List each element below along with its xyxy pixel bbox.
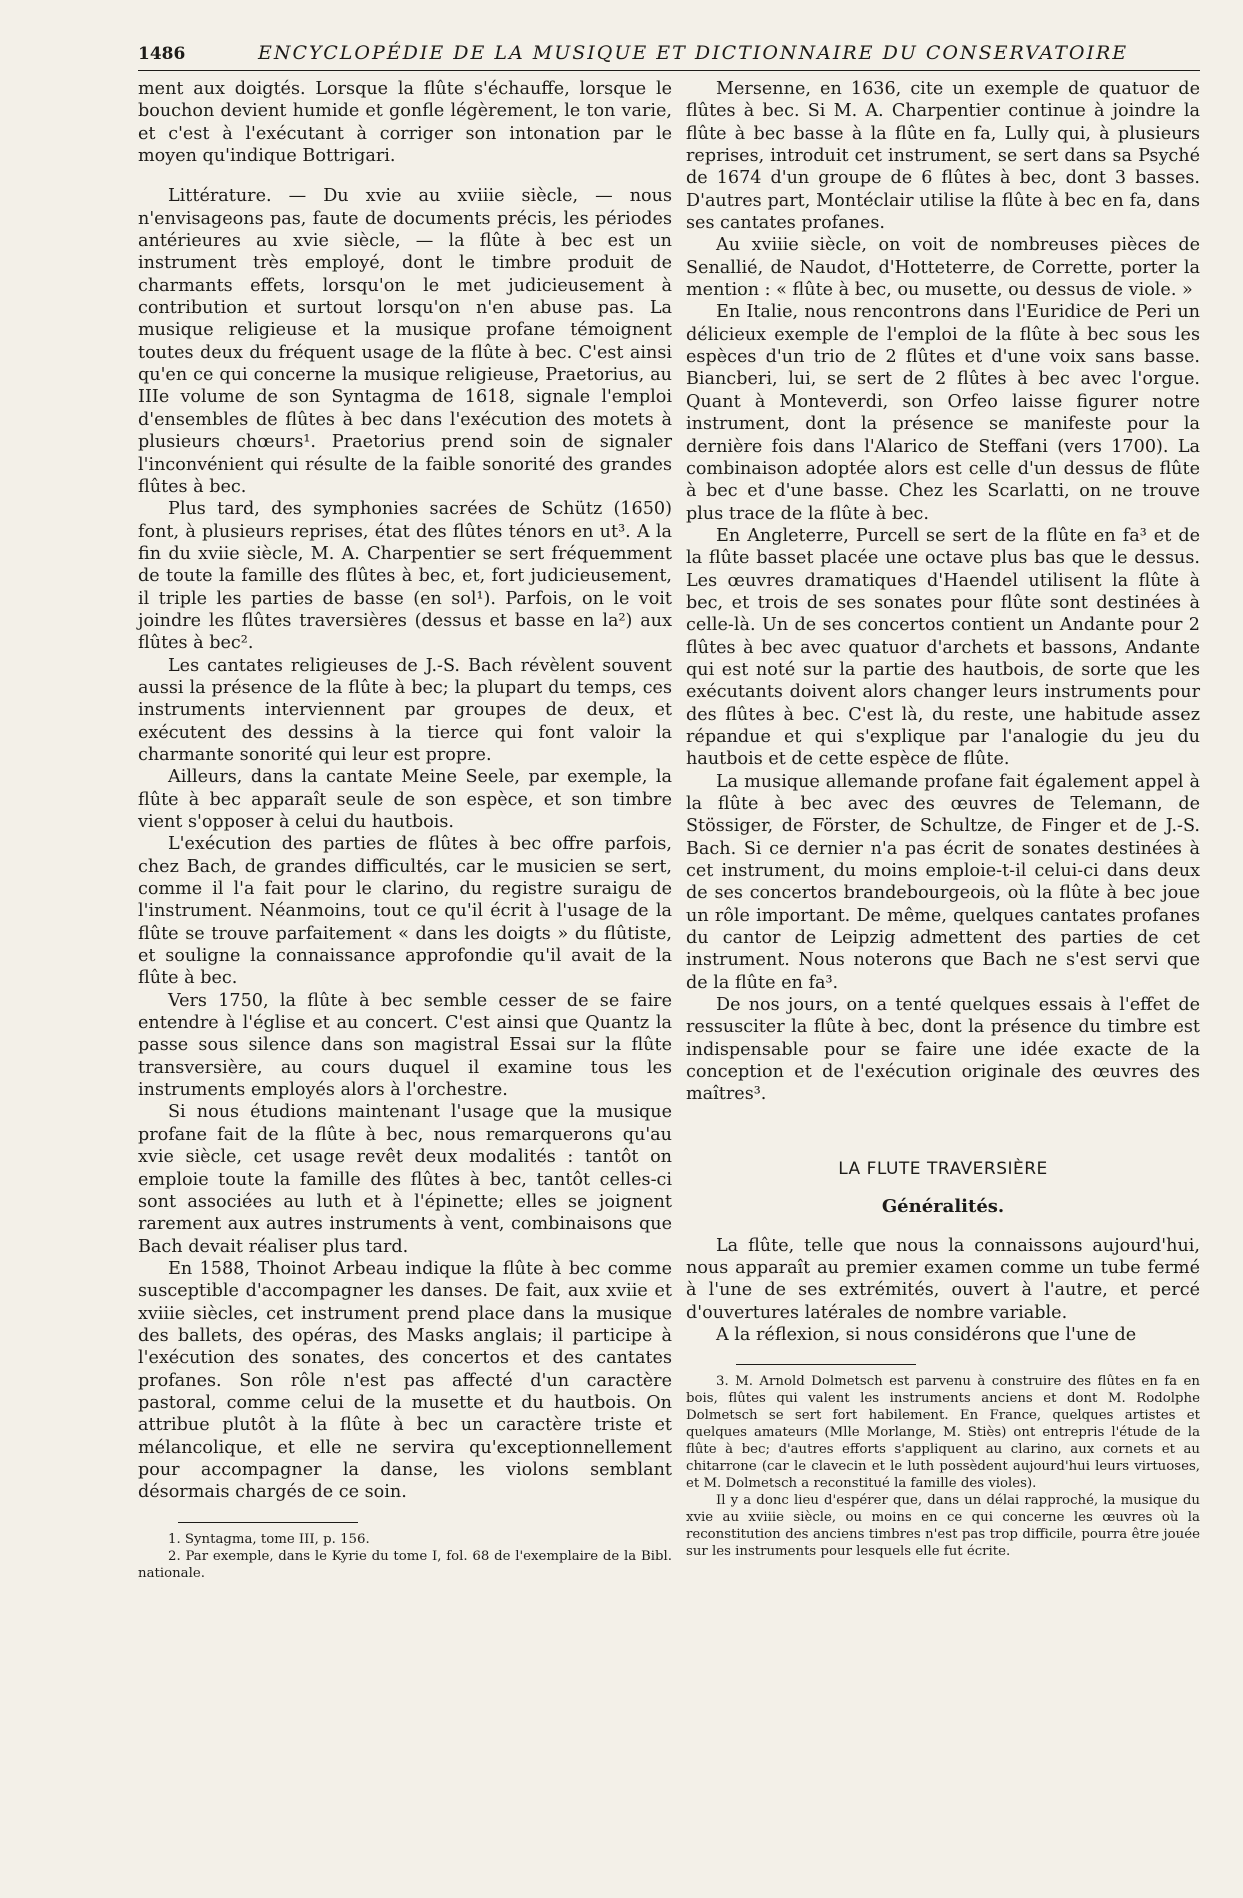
paragraph: Mersenne, en 1636, cite un exemple de quatuor de flûtes à bec. Si M. A. Charpentier continue à joindre la flûte à bec basse à la flûte en fa, Lully qui, à plusieurs reprises, introduit cet instrument, se sert dans sa Psyché de 1674 d'un groupe de 6 flûtes à bec, dont 3 basses. D'autres part, Montéclair utilise la flûte à bec en fa, dans ses cantates profanes. — [686, 79, 1200, 234]
paragraph: Au xviiie siècle, on voit de nombreuses pièces de Senallié, de Naudot, d'Hotteterre, de Corrette, porter la mention : « flûte à bec, ou musette, ou dessus de viole. » — [686, 235, 1200, 301]
paragraph: Les cantates religieuses de J.-S. Bach révèlent souvent aussi la présence de la flûte à bec; la plupart du temps, ces instruments interviennent par groupes de deux, et exécutent des dessins à la tierce qui font valoir la charmante sonorité qui leur est propre. — [138, 655, 672, 765]
page-header — [138, 40, 1200, 70]
paragraph: La flûte, telle que nous la connaissons aujourd'hui, nous apparaît au premier examen comme un tube fermé à l'une de ses extrémités, ouvert à l'autre, et percé d'ouvertures latérales de nombre variable. — [686, 1235, 1200, 1323]
footnote-rule — [178, 1522, 358, 1523]
paragraph: La musique allemande profane fait également appel à la flûte à bec avec des œuvres de Telemann, de Stössiger, de Förster, de Schultze, de Finger et de J.-S. Bach. Si ce dernier n'a pas écrit de sonates destinées à cet instrument, du moins emploie-t-il celui-ci dans deux de ses concertos brandebourgeois, où la flûte à bec joue un rôle important. De même, quelques cantates profanes du cantor de Leipzig admettent des parties de cet instrument. Nous noterons que Bach ne s'est servi que de la flûte en fa³. — [686, 771, 1200, 993]
paragraph: Ailleurs, dans la cantate Meine Seele, par exemple, la flûte à bec apparaît seule de son espèce, et son timbre vient s'opposer à celui du hautbois. — [138, 767, 672, 832]
running-title: ENCYCLOPÉDIE DE LA MUSIQUE ET DICTIONNAIRE DU CONSERVATOIRE — [258, 42, 1129, 64]
paragraph: En 1588, Thoinot Arbeau indique la flûte à bec comme susceptible d'accompagner les danses. De fait, aux xviie et xviiie siècles, cet instrument prend place dans la musique des ballets, des opéras, des Masks anglais; il participe à l'exécution des sonates, des concertos et des cantates profanes. Son rôle n'est pas affecté d'un caractère pastoral, comme celui de la musette et du hautbois. On attribue plutôt à la flûte à bec un caractère triste et mélancolique, et elle ne servira qu'exceptionnellement pour accompagner la danse, les violons semblant désormais chargés de ce soin. — [138, 1258, 672, 1503]
footnote: Il y a donc lieu d'espérer que, dans un délai rapproché, la musique du xvie au xviiie siècle, ou moins en ce qui concerne les œuvres où la reconstitution des anciens timbres n'est pas trop difficile, pourra être jouée sur les instruments pour lesquels elle fut écrite. — [686, 1493, 1200, 1560]
footnote: 3. M. Arnold Dolmetsch est parvenu à construire des flûtes en fa en bois, flûtes qui valent les instruments anciens et dont M. Rodolphe Dolmetsch se sert fort habilement. En France, quelques artistes et quelques amateurs (Mlle Morlange, M. Stiès) ont entrepris l'étude de la flûte à bec; d'autres efforts s'appliquent au clarino, aux cornets et au chitarrone (car le clavecin et le luth possèdent aujourd'hui leurs virtuoses, et M. Dolmetsch a reconstitué la famille des violes). — [686, 1374, 1200, 1492]
paragraph: En Italie, nous rencontrons dans l'Euridice de Peri un délicieux exemple de l'emploi de la flûte à bec sous les espèces d'un trio de 2 flûtes et d'une voix sans basse. Biancberi, lui, se sert de 2 flûtes à bec avec l'orgue. Quant à Monteverdi, son Orfeo laisse figurer notre instrument, dont la présence se manifeste pour la dernière fois dans l'Alarico de Steffani (vers 1700). La combinaison adoptée alors est celle d'un dessus de flûte à bec et d'une basse. Chez les Scarlatti, on ne trouve plus trace de la flûte à bec. — [686, 302, 1200, 524]
paragraph: L'exécution des parties de flûtes à bec offre parfois, chez Bach, de grandes difficultés, car le musicien se sert, comme il l'a fait pour le clarino, du registre suraigu de l'instrument. Néanmoins, tout ce qu'il écrit à l'usage de la flûte se trouve parfaitement « dans les doigts » du flûtiste, et souligne la connaissance approfondie qu'il avait de la flûte à bec. — [138, 834, 672, 989]
subsection-title: Généralités. — [881, 1196, 1005, 1218]
paragraph: En Angleterre, Purcell se sert de la flûte en fa³ et de la flûte basset placée une octave plus bas que le dessus. Les œuvres dramatiques d'Haendel utilisent la flûte à bec, et trois de ses sonates pour flûte sont destinées à celle-là. Un de ses concertos contient un Andante pour 2 flûtes à bec avec quatuor d'archets et bassons, Andante qui est noté sur la partie des hautbois, de sorte que les exécutants doivent alors changer leurs instruments pour des flûtes à bec. C'est là, du reste, une habitude assez répandue et qui s'explique par l'analogie du jeu du hautbois et de cette espèce de flûte. — [686, 525, 1200, 770]
section-title: LA FLUTE TRAVERSIÈRE — [838, 1158, 1048, 1179]
paragraph: Plus tard, des symphonies sacrées de Schütz (1650) font, à plusieurs reprises, état des flûtes ténors en ut³. A la fin du xviie siècle, M. A. Charpentier se sert fréquemment de toute la famille des flûtes à bec, et, fort judicieusement, il triple les parties de basse (en sol¹). Parfois, on le voit joindre les flûtes traversières (dessus et basse en la²) aux flûtes à bec². — [138, 499, 672, 654]
paragraph: Vers 1750, la flûte à bec semble cesser de se faire entendre à l'église et au concert. C'est ainsi que Quantz la passe sous silence dans son magistral Essai sur la flûte transversière, au cours duquel il examine tous les instruments employés alors à l'orchestre. — [138, 990, 672, 1101]
paragraph: Si nous étudions maintenant l'usage que la musique profane fait de la flûte à bec, nous remarquerons qu'au xvie siècle, cet usage revêt deux modalités : tantôt on emploie toute la famille des flûtes à bec, tantôt celles-ci sont associées au luth et à l'épinette; elles se joignent rarement aux autres instruments à vent, combinaisons que Bach devait réaliser plus tard. — [138, 1102, 672, 1257]
paragraph-litterature: Littérature. — Du xvie au xviiie siècle, — nous n'envisageons pas, faute de documents précis, les périodes antérieures au xvie siècle, — la flûte à bec est un instrument très employé, dont le timbre produit de charmants effets, lorsqu'on le met judicieusement à contribution et surtout lorsqu'on n'en abuse pas. La musique religieuse et la musique profane témoignent toutes deux du fréquent usage de la flûte à bec. C'est ainsi qu'en ce qui concerne la musique religieuse, Praetorius, au IIIe volume de son Syntagma de 1618, signale l'emploi d'ensembles de flûtes à bec dans l'exécution des motets à plusieurs chœurs¹. Praetorius prend soin de signaler l'inconvénient qui résulte de la faible sonorité des grandes flûtes à bec. — [138, 186, 672, 497]
paragraph: De nos jours, on a tenté quelques essais à l'effet de ressusciter la flûte à bec, dont la présence du timbre est indispensable pour se faire une idée exacte de la conception et de l'exécution originale des œuvres des maîtres³. — [686, 995, 1200, 1105]
left-column — [138, 78, 672, 1582]
header-rule — [138, 70, 1200, 71]
paragraph: A la réflexion, si nous considérons que l'une de — [716, 1324, 1137, 1345]
footnote: 1. Syntagma, tome III, p. 156. — [168, 1531, 370, 1547]
footnote-rule — [736, 1364, 916, 1365]
paragraph: ment aux doigtés. Lorsque la flûte s'échauffe, lorsque le bouchon devient humide et gonfle légèrement, le ton varie, et c'est à l'exécutant à corriger son intonation par le moyen qu'indique Bottrigari. — [138, 79, 672, 167]
right-column — [686, 78, 1200, 1560]
page-number: 1486 — [138, 44, 186, 64]
footnote: 2. Par exemple, dans le Kyrie du tome I, fol. 68 de l'exemplaire de la Bibl. nationale. — [138, 1548, 672, 1581]
